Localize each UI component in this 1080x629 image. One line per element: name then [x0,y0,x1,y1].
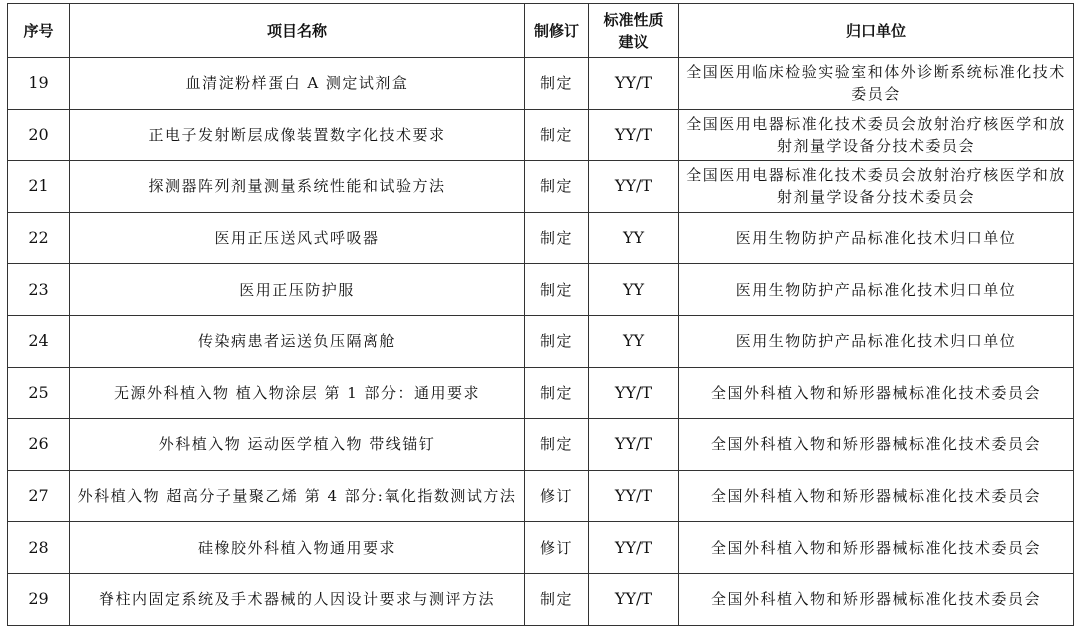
cell-seq: 23 [8,264,70,316]
cell-name: 传染病患者运送负压隔离舱 [70,315,525,367]
cell-nature: YY/T [589,573,679,625]
cell-nature: YY [589,212,679,264]
cell-seq: 29 [8,573,70,625]
table-row [8,161,1074,213]
cell-nature: YY [589,264,679,316]
table-row [8,315,1074,367]
cell-name: 外科植入物 运动医学植入物 带线锚钉 [70,419,525,471]
cell-unit: 全国外科植入物和矫形器械标准化技术委员会 [679,419,1074,471]
cell-type: 制定 [525,58,589,110]
cell-name: 医用正压送风式呼吸器 [70,212,525,264]
cell-seq: 19 [8,58,70,110]
cell-unit: 全国外科植入物和矫形器械标准化技术委员会 [679,573,1074,625]
table-row [8,109,1074,161]
table-row [8,212,1074,264]
cell-name: 探测器阵列剂量测量系统性能和试验方法 [70,161,525,213]
table-row [8,264,1074,316]
cell-seq: 24 [8,315,70,367]
cell-type: 制定 [525,573,589,625]
table-row [8,419,1074,471]
cell-unit: 全国医用临床检验实验室和体外诊断系统标准化技术委员会 [679,58,1074,110]
cell-name: 硅橡胶外科植入物通用要求 [70,522,525,574]
cell-name: 无源外科植入物 植入物涂层 第 1 部分：通用要求 [70,367,525,419]
table-row [8,367,1074,419]
cell-seq: 26 [8,419,70,471]
header-type: 制修订 [525,4,589,58]
cell-name: 血清淀粉样蛋白 A 测定试剂盒 [70,58,525,110]
cell-seq: 28 [8,522,70,574]
cell-name: 脊柱内固定系统及手术器械的人因设计要求与测评方法 [70,573,525,625]
cell-name: 外科植入物 超高分子量聚乙烯 第 4 部分:氧化指数测试方法 [70,470,525,522]
cell-type: 制定 [525,367,589,419]
standards-table [7,3,1074,626]
cell-seq: 21 [8,161,70,213]
cell-unit: 全国外科植入物和矫形器械标准化技术委员会 [679,522,1074,574]
cell-type: 制定 [525,212,589,264]
cell-type: 制定 [525,109,589,161]
header-nature: 标准性质 建议 [589,4,679,58]
cell-unit: 全国医用电器标准化技术委员会放射治疗核医学和放射剂量学设备分技术委员会 [679,161,1074,213]
cell-type: 制定 [525,315,589,367]
cell-unit: 全国外科植入物和矫形器械标准化技术委员会 [679,367,1074,419]
cell-name: 正电子发射断层成像装置数字化技术要求 [70,109,525,161]
cell-nature: YY/T [589,161,679,213]
table-row [8,470,1074,522]
cell-unit: 全国医用电器标准化技术委员会放射治疗核医学和放射剂量学设备分技术委员会 [679,109,1074,161]
cell-nature: YY/T [589,419,679,471]
header-seq: 序号 [8,4,70,58]
table-row [8,522,1074,574]
header-name: 项目名称 [70,4,525,58]
header-unit: 归口单位 [679,4,1074,58]
cell-seq: 25 [8,367,70,419]
cell-type: 制定 [525,161,589,213]
cell-nature: YY/T [589,367,679,419]
cell-unit: 全国外科植入物和矫形器械标准化技术委员会 [679,470,1074,522]
table-row [8,58,1074,110]
cell-nature: YY/T [589,58,679,110]
cell-unit: 医用生物防护产品标准化技术归口单位 [679,315,1074,367]
cell-type: 修订 [525,522,589,574]
cell-nature: YY/T [589,109,679,161]
cell-unit: 医用生物防护产品标准化技术归口单位 [679,212,1074,264]
cell-name: 医用正压防护服 [70,264,525,316]
cell-seq: 20 [8,109,70,161]
cell-unit: 医用生物防护产品标准化技术归口单位 [679,264,1074,316]
cell-seq: 22 [8,212,70,264]
table-row [8,573,1074,625]
cell-nature: YY/T [589,470,679,522]
cell-nature: YY [589,315,679,367]
cell-type: 制定 [525,419,589,471]
cell-nature: YY/T [589,522,679,574]
cell-type: 制定 [525,264,589,316]
cell-type: 修订 [525,470,589,522]
header-row [8,4,1074,58]
cell-seq: 27 [8,470,70,522]
